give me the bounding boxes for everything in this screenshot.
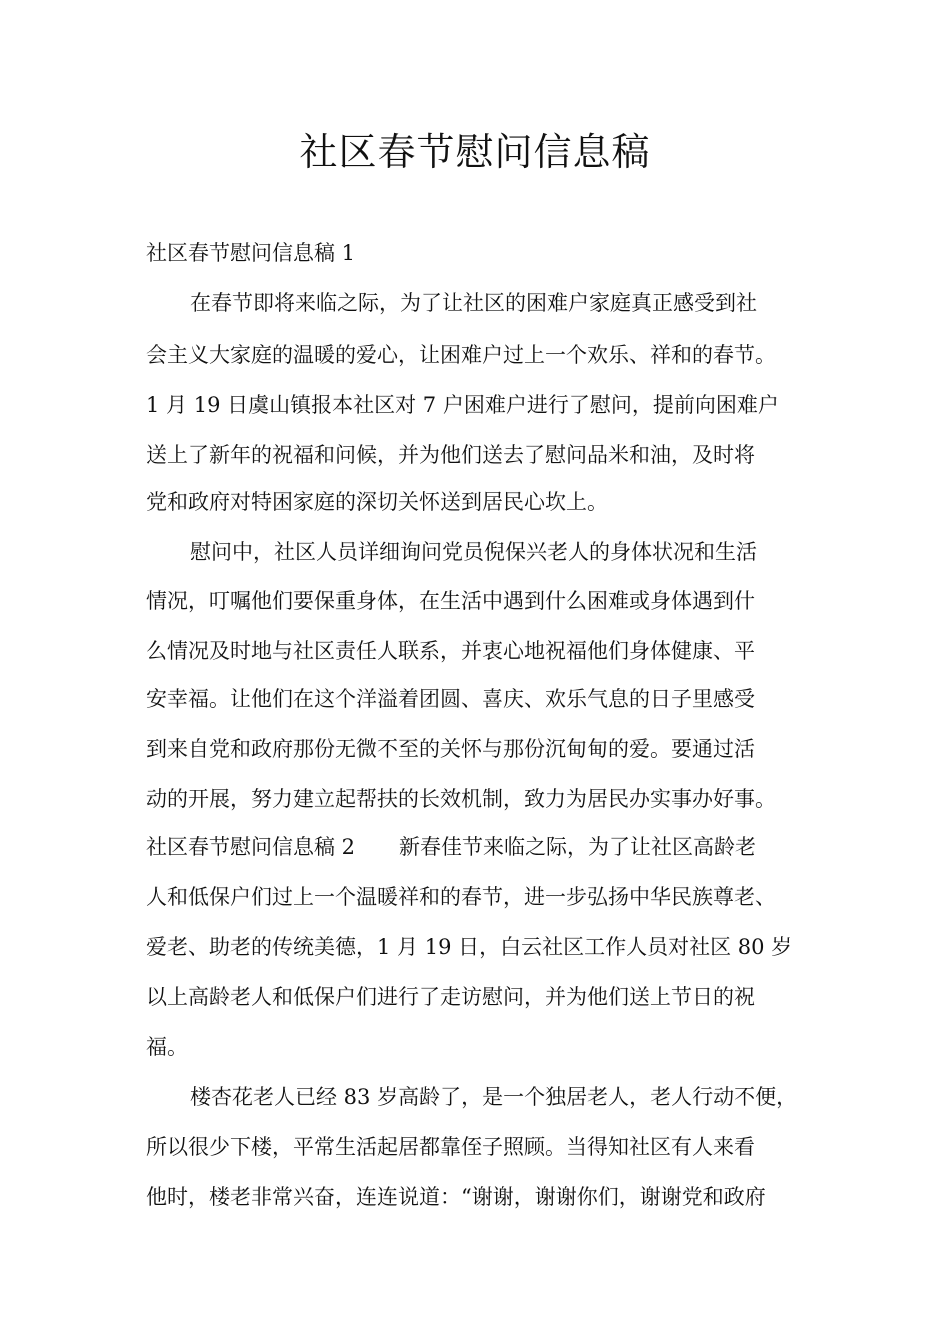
paragraph-line: 情况，叮嘱他们要保重身体，在生活中遇到什么困难或身体遇到什	[146, 589, 755, 613]
paragraph-line: 么情况及时地与社区责任人联系，并衷心地祝福他们身体健康、平	[146, 639, 755, 663]
section-heading-2: 社区春节慰问信息稿 2	[146, 835, 356, 859]
paragraph-line: 爱老、助老的传统美德，1 月 19 日，白云社区工作人员对社区 80 岁	[146, 935, 793, 959]
section-heading-1: 社区春节慰问信息稿 1	[146, 241, 356, 265]
paragraph-line: 他时，楼老非常兴奋，连连说道：“谢谢，谢谢你们，谢谢党和政府	[146, 1185, 766, 1209]
paragraph-line: 以上高龄老人和低保户们进行了走访慰问，并为他们送上节日的祝	[146, 985, 755, 1009]
paragraph-line: 送上了新年的祝福和问候，并为他们送去了慰问品米和油，及时将	[146, 443, 755, 467]
paragraph-line: 1 月 19 日虞山镇报本社区对 7 户困难户进行了慰问，提前向困难户	[146, 393, 779, 417]
paragraph-line: 慰问中，社区人员详细询问党员倪保兴老人的身体状况和生活	[190, 540, 757, 564]
section-heading-2-line	[146, 832, 756, 862]
paragraph-line: 动的开展，努力建立起帮扶的长效机制，致力为居民办实事办好事。	[146, 787, 776, 811]
paragraph-line: 福。	[146, 1035, 188, 1059]
paragraph-line: 所以很少下楼，平常生活起居都靠侄子照顾。当得知社区有人来看	[146, 1135, 755, 1159]
paragraph-line: 在春节即将来临之际，为了让社区的困难户家庭真正感受到社	[190, 291, 757, 315]
paragraph-line: 安幸福。让他们在这个洋溢着团圆、喜庆、欢乐气息的日子里感受	[146, 687, 755, 711]
document-title: 社区春节慰问信息稿	[299, 130, 651, 174]
paragraph-line: 到来自党和政府那份无微不至的关怀与那份沉甸甸的爱。要通过活	[146, 737, 755, 761]
paragraph-line: 党和政府对特困家庭的深切关怀送到居民心坎上。	[146, 490, 608, 514]
paragraph-line: 人和低保户们过上一个温暖祥和的春节，进一步弘扬中华民族尊老、	[146, 885, 776, 909]
paragraph-line: 会主义大家庭的温暖的爱心，让困难户过上一个欢乐、祥和的春节。	[146, 343, 776, 367]
paragraph-line: 楼杏花老人已经 83 岁高龄了，是一个独居老人，老人行动不便，	[190, 1085, 798, 1109]
paragraph-text: 新春佳节来临之际，为了让社区高龄老	[399, 835, 757, 859]
